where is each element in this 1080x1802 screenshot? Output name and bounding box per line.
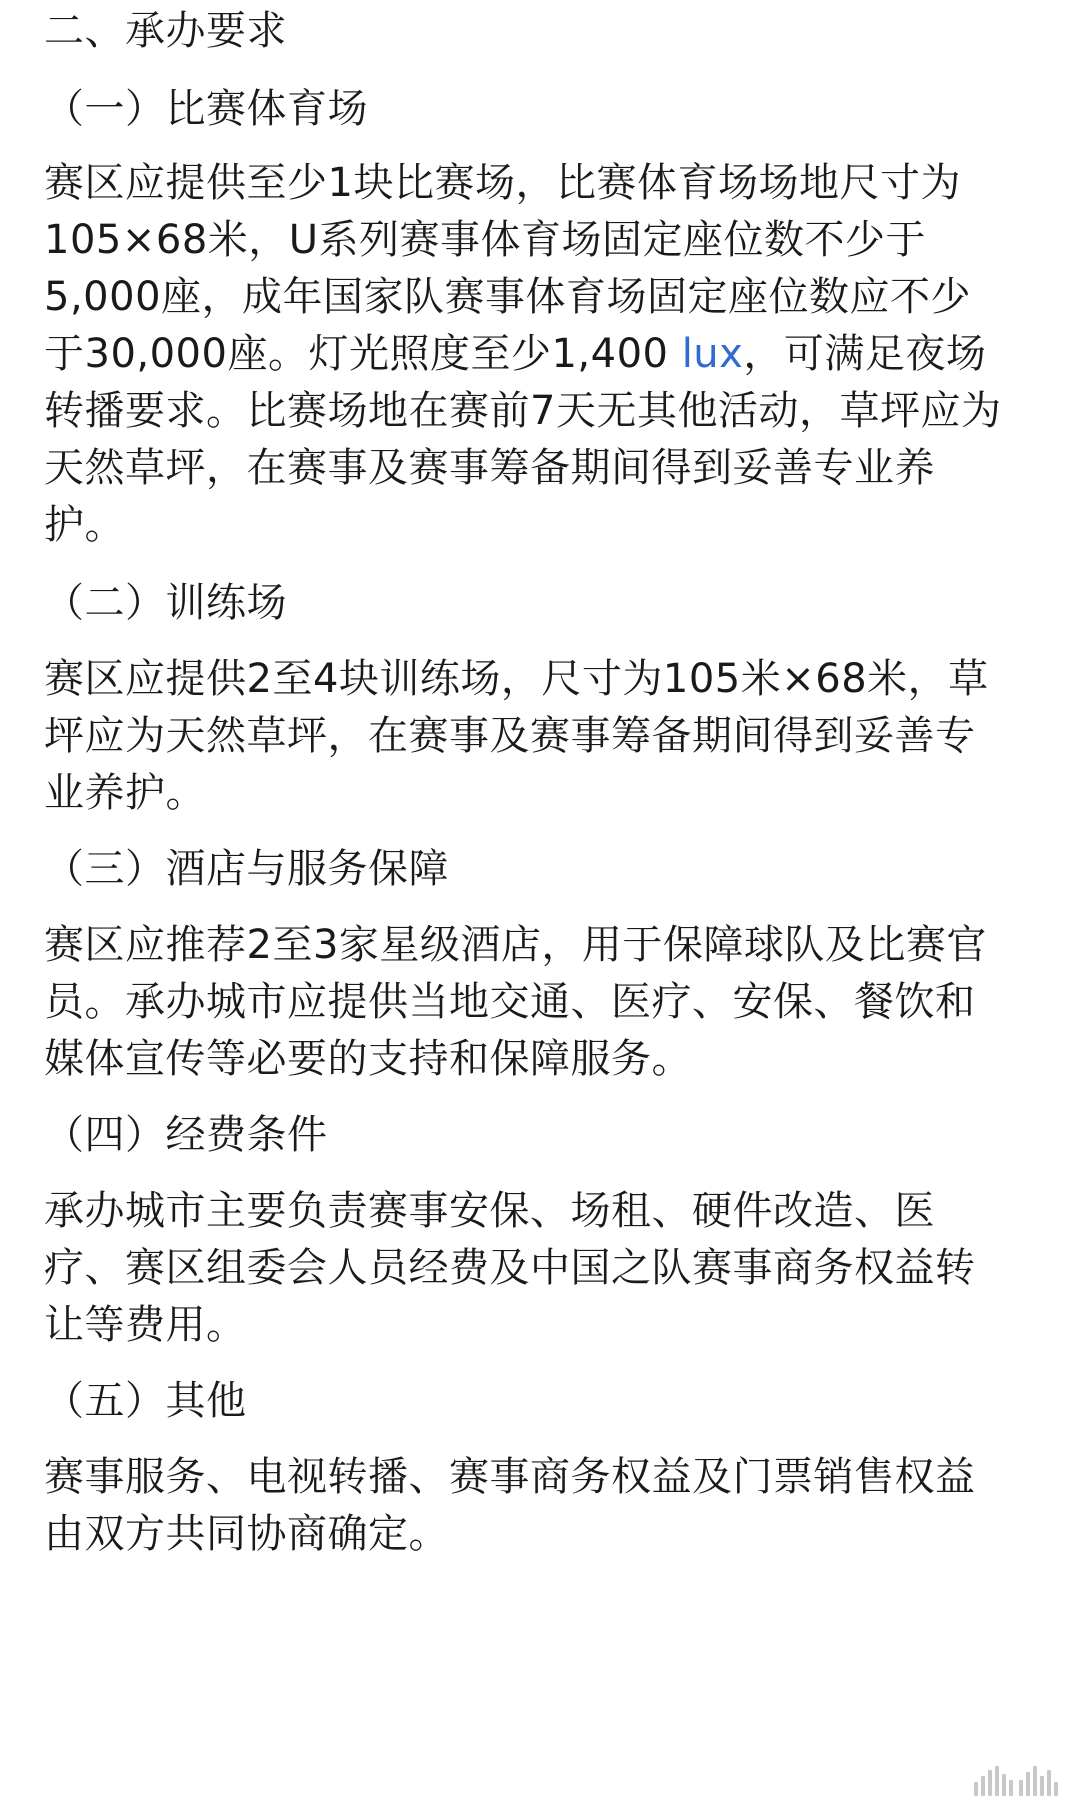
subsection-heading-4: （四）经费条件 — [44, 1112, 328, 1158]
paragraph-line: 业养护。 — [44, 770, 206, 816]
paragraph-line: 让等费用。 — [44, 1302, 247, 1348]
watermark-bars-icon — [974, 1766, 1013, 1796]
paragraph-line: 赛事服务、电视转播、赛事商务权益及门票销售权益 — [44, 1454, 976, 1500]
subsection-heading-3: （三）酒店与服务保障 — [44, 846, 449, 892]
section-title: 二、承办要求 — [44, 8, 287, 54]
paragraph-line: 坪应为天然草坪，在赛事及赛事筹备期间得到妥善专 — [44, 713, 976, 759]
paragraph-line: 转播要求。比赛场地在赛前7天无其他活动，草坪应为 — [44, 388, 1002, 434]
paragraph-line: 护。 — [44, 502, 125, 548]
paragraph-line — [44, 331, 986, 377]
paragraph-line: 赛区应提供2至4块训练场，尺寸为105米×68米，草 — [44, 656, 989, 702]
paragraph-line: 赛区应推荐2至3家星级酒店，用于保障球队及比赛官 — [44, 922, 987, 968]
lux-link[interactable]: lux — [681, 331, 744, 377]
paragraph-line: 由双方共同协商确定。 — [44, 1511, 449, 1557]
paragraph-text: 于30,000座。灯光照度至少1,400 — [44, 331, 682, 377]
paragraph-line: 5,000座，成年国家队赛事体育场固定座位数应不少 — [44, 274, 972, 320]
paragraph-line: 疗、赛区组委会人员经费及中国之队赛事商务权益转 — [44, 1245, 976, 1291]
paragraph-line: 赛区应提供至少1块比赛场，比赛体育场场地尺寸为 — [44, 160, 961, 206]
paragraph-line: 105×68米，U系列赛事体育场固定座位数不少于 — [44, 217, 927, 263]
subsection-heading-5: （五）其他 — [44, 1378, 247, 1424]
paragraph-line: 员。承办城市应提供当地交通、医疗、安保、餐饮和 — [44, 979, 976, 1025]
subsection-heading-2: （二）训练场 — [44, 580, 287, 626]
paragraph-line: 天然草坪，在赛事及赛事筹备期间得到妥善专业养 — [44, 445, 935, 491]
paragraph-line: 承办城市主要负责赛事安保、场租、硬件改造、医 — [44, 1188, 935, 1234]
paragraph-line: 媒体宣传等必要的支持和保障服务。 — [44, 1036, 692, 1082]
watermark-bars-icon — [1019, 1766, 1058, 1796]
subsection-heading-1: （一）比赛体育场 — [44, 86, 368, 132]
watermark — [974, 1766, 1058, 1796]
paragraph-text: ，可满足夜场 — [743, 331, 987, 377]
